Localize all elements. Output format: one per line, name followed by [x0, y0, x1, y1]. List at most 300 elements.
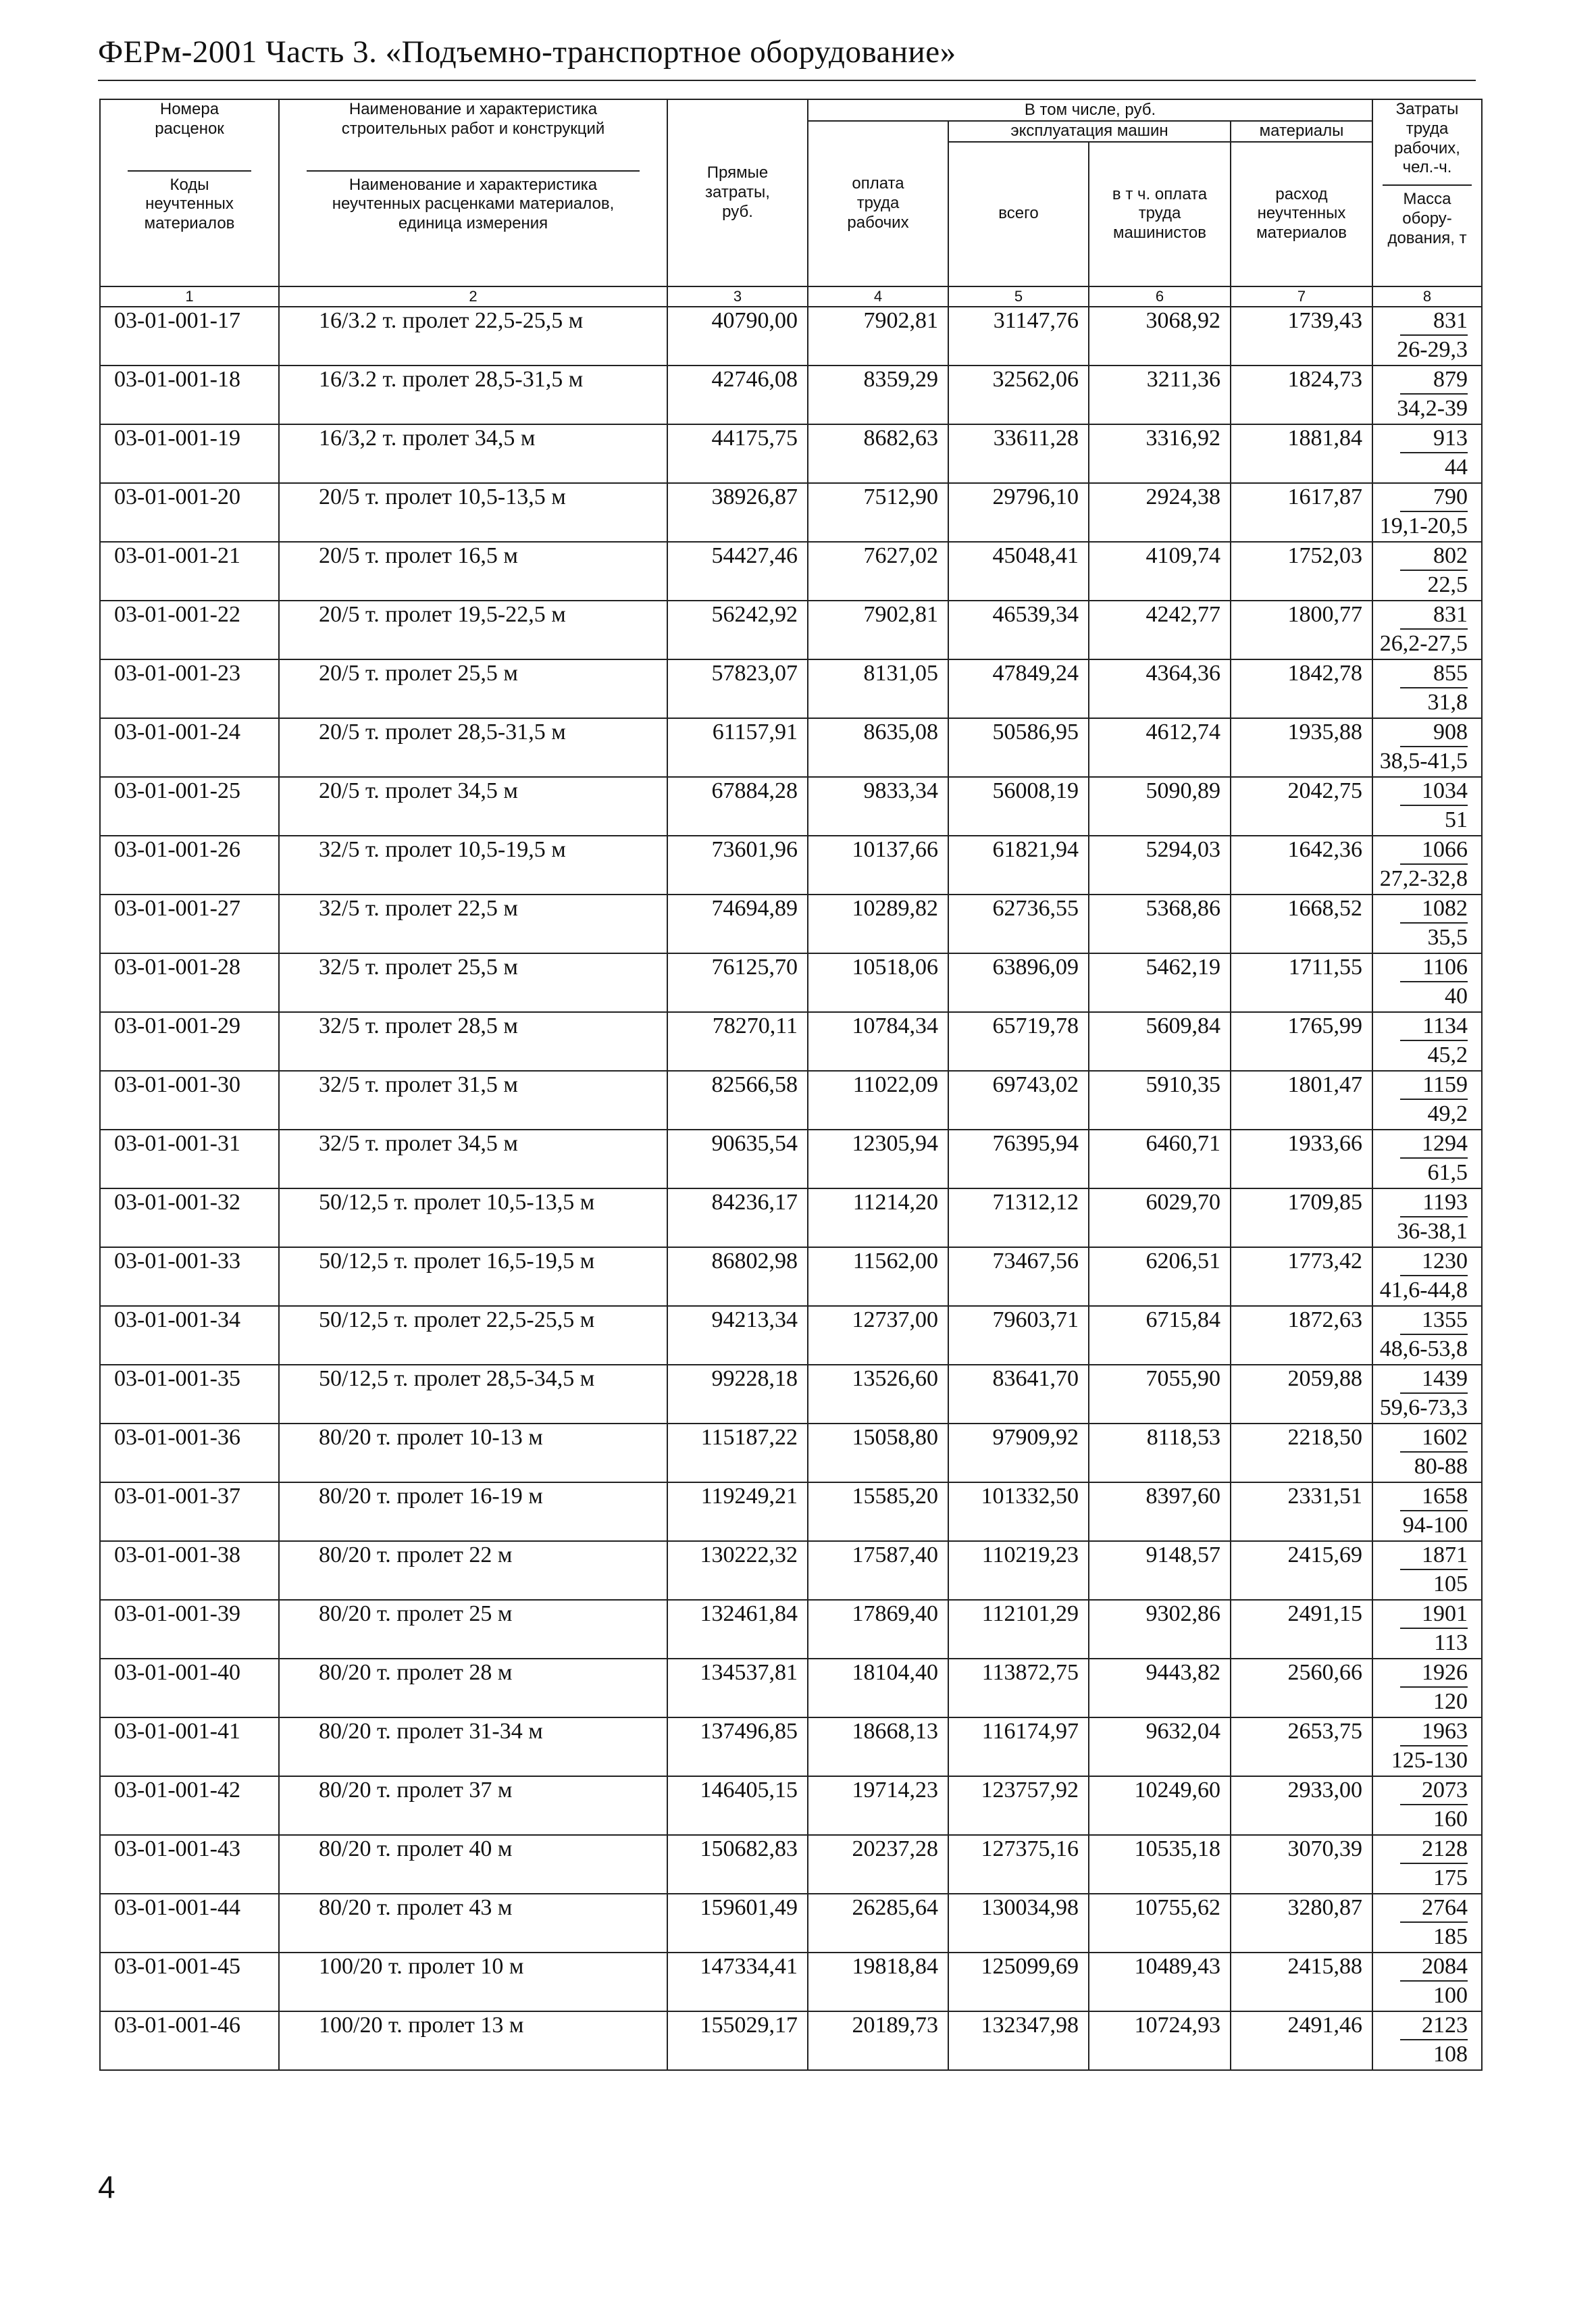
machines-total-cell: 63896,09 — [948, 953, 1089, 1012]
table-row — [100, 1365, 1482, 1424]
column-number: 3 — [667, 286, 808, 307]
labor-mass-cell — [1372, 1953, 1482, 2011]
labor-hours-value: 908 — [1400, 719, 1468, 747]
labor-pay-cell: 7902,81 — [808, 307, 948, 366]
rate-code-cell: 03-01-001-38 — [100, 1541, 279, 1600]
machines-total-cell: 73467,56 — [948, 1247, 1089, 1306]
labor-hours-value: 790 — [1400, 484, 1468, 512]
rate-code-cell: 03-01-001-23 — [100, 659, 279, 718]
rate-code-cell: 03-01-001-44 — [100, 1894, 279, 1953]
header-including: В том числе, руб. — [808, 99, 1372, 121]
equipment-mass-value: 125-130 — [1391, 1747, 1468, 1773]
table-row — [100, 1659, 1482, 1717]
labor-hours-value: 855 — [1400, 660, 1468, 688]
equipment-mass-value: 80-88 — [1414, 1453, 1468, 1479]
machines-total-cell: 33611,28 — [948, 424, 1089, 483]
materials-cell: 2653,75 — [1231, 1717, 1372, 1776]
machines-total-cell: 47849,24 — [948, 659, 1089, 718]
column-number-row — [100, 286, 1482, 307]
table-row — [100, 1012, 1482, 1071]
equipment-mass-value: 113 — [1434, 1630, 1468, 1655]
labor-pay-cell: 8131,05 — [808, 659, 948, 718]
labor-mass-cell — [1372, 1482, 1482, 1541]
rate-code-cell: 03-01-001-26 — [100, 836, 279, 895]
rate-code-cell: 03-01-001-25 — [100, 777, 279, 836]
header-machinist-pay: в т ч. оплата труда машинистов — [1089, 142, 1231, 286]
machines-total-cell: 29796,10 — [948, 483, 1089, 542]
work-name-cell: 50/12,5 т. пролет 22,5-25,5 м — [279, 1306, 667, 1365]
labor-pay-cell: 18668,13 — [808, 1717, 948, 1776]
materials-cell: 2560,66 — [1231, 1659, 1372, 1717]
labor-mass-cell — [1372, 1659, 1482, 1717]
rate-code-cell: 03-01-001-18 — [100, 366, 279, 424]
direct-costs-cell: 56242,92 — [667, 601, 808, 659]
table-row — [100, 1188, 1482, 1247]
rate-code-cell: 03-01-001-41 — [100, 1717, 279, 1776]
machines-total-cell: 71312,12 — [948, 1188, 1089, 1247]
equipment-mass-value: 38,5-41,5 — [1379, 748, 1468, 774]
direct-costs-cell: 54427,46 — [667, 542, 808, 601]
machines-total-cell: 65719,78 — [948, 1012, 1089, 1071]
direct-costs-cell: 40790,00 — [667, 307, 808, 366]
direct-costs-cell: 84236,17 — [667, 1188, 808, 1247]
labor-mass-cell — [1372, 1071, 1482, 1130]
machinist-pay-cell: 10724,93 — [1089, 2011, 1231, 2070]
direct-costs-cell: 146405,15 — [667, 1776, 808, 1835]
equipment-mass-value: 22,5 — [1427, 572, 1468, 597]
table-row — [100, 1953, 1482, 2011]
work-name-cell: 50/12,5 т. пролет 28,5-34,5 м — [279, 1365, 667, 1424]
materials-cell: 1739,43 — [1231, 307, 1372, 366]
equipment-mass-value: 36-38,1 — [1397, 1218, 1468, 1244]
machines-total-cell: 132347,98 — [948, 2011, 1089, 2070]
direct-costs-cell: 90635,54 — [667, 1130, 808, 1188]
work-name-cell: 20/5 т. пролет 16,5 м — [279, 542, 667, 601]
work-name-cell: 80/20 т. пролет 40 м — [279, 1835, 667, 1894]
table-row — [100, 601, 1482, 659]
labor-pay-cell: 20189,73 — [808, 2011, 948, 2070]
equipment-mass-value: 108 — [1433, 2041, 1468, 2067]
rate-code-cell: 03-01-001-40 — [100, 1659, 279, 1717]
equipment-mass-value: 45,2 — [1427, 1042, 1468, 1067]
equipment-mass-value: 51 — [1445, 807, 1468, 832]
labor-mass-cell — [1372, 659, 1482, 718]
labor-mass-cell — [1372, 1835, 1482, 1894]
rate-code-cell: 03-01-001-45 — [100, 1953, 279, 2011]
rate-code-cell: 03-01-001-32 — [100, 1188, 279, 1247]
labor-pay-cell: 8635,08 — [808, 718, 948, 777]
table-row — [100, 718, 1482, 777]
labor-hours-value: 1355 — [1400, 1307, 1468, 1335]
header-rate-numbers — [100, 99, 279, 286]
equipment-mass-value: 26,2-27,5 — [1379, 630, 1468, 656]
header-work-name — [279, 99, 667, 286]
header-labor-hours-label: Затраты труда рабочих, чел.-ч. — [1394, 100, 1460, 177]
labor-mass-cell — [1372, 366, 1482, 424]
column-number: 4 — [808, 286, 948, 307]
materials-cell: 1765,99 — [1231, 1012, 1372, 1071]
table-row — [100, 1424, 1482, 1482]
work-name-cell: 80/20 т. пролет 43 м — [279, 1894, 667, 1953]
header-direct-costs: Прямые затраты, руб. — [667, 99, 808, 286]
table-row — [100, 366, 1482, 424]
equipment-mass-value: 35,5 — [1427, 924, 1468, 950]
machines-total-cell: 113872,75 — [948, 1659, 1089, 1717]
labor-mass-cell — [1372, 1424, 1482, 1482]
materials-cell: 1800,77 — [1231, 601, 1372, 659]
materials-cell: 1617,87 — [1231, 483, 1372, 542]
labor-mass-cell — [1372, 2011, 1482, 2070]
labor-mass-cell — [1372, 1894, 1482, 1953]
rate-code-cell: 03-01-001-34 — [100, 1306, 279, 1365]
direct-costs-cell: 150682,83 — [667, 1835, 808, 1894]
machinist-pay-cell: 6460,71 — [1089, 1130, 1231, 1188]
equipment-mass-value: 19,1-20,5 — [1379, 513, 1468, 538]
work-name-cell: 50/12,5 т. пролет 16,5-19,5 м — [279, 1247, 667, 1306]
labor-pay-cell: 15585,20 — [808, 1482, 948, 1541]
rate-code-cell: 03-01-001-31 — [100, 1130, 279, 1188]
labor-hours-value: 1294 — [1400, 1130, 1468, 1159]
table-row — [100, 483, 1482, 542]
machinist-pay-cell: 4109,74 — [1089, 542, 1231, 601]
labor-pay-cell: 12737,00 — [808, 1306, 948, 1365]
direct-costs-cell: 94213,34 — [667, 1306, 808, 1365]
rate-code-cell: 03-01-001-28 — [100, 953, 279, 1012]
direct-costs-cell: 115187,22 — [667, 1424, 808, 1482]
materials-cell: 1773,42 — [1231, 1247, 1372, 1306]
materials-cell: 2218,50 — [1231, 1424, 1372, 1482]
header-work-name-label: Наименование и характеристика строительных работ и конструкций — [341, 100, 605, 138]
rate-code-cell: 03-01-001-20 — [100, 483, 279, 542]
machinist-pay-cell: 10249,60 — [1089, 1776, 1231, 1835]
work-name-cell: 16/3.2 т. пролет 22,5-25,5 м — [279, 307, 667, 366]
column-number: 6 — [1089, 286, 1231, 307]
rate-code-cell: 03-01-001-29 — [100, 1012, 279, 1071]
labor-hours-value: 1193 — [1400, 1189, 1468, 1217]
work-name-cell: 100/20 т. пролет 13 м — [279, 2011, 667, 2070]
page-number: 4 — [98, 2169, 115, 2205]
labor-hours-value: 1871 — [1400, 1542, 1468, 1570]
table-row — [100, 1600, 1482, 1659]
column-number: 1 — [100, 286, 279, 307]
rate-code-cell: 03-01-001-19 — [100, 424, 279, 483]
labor-mass-cell — [1372, 1365, 1482, 1424]
labor-hours-value: 802 — [1400, 543, 1468, 571]
column-number: 5 — [948, 286, 1089, 307]
equipment-mass-value: 120 — [1433, 1688, 1468, 1714]
page-title: ФЕРм-2001 Часть 3. «Подъемно-транспортное оборудование» — [98, 34, 956, 70]
machinist-pay-cell: 7055,90 — [1089, 1365, 1231, 1424]
work-name-cell: 80/20 т. пролет 10-13 м — [279, 1424, 667, 1482]
header-material-codes-label: Коды неучтенных материалов — [128, 170, 251, 234]
machinist-pay-cell: 10489,43 — [1089, 1953, 1231, 2011]
machines-total-cell: 79603,71 — [948, 1306, 1089, 1365]
work-name-cell: 32/5 т. пролет 22,5 м — [279, 895, 667, 953]
labor-mass-cell — [1372, 895, 1482, 953]
machinist-pay-cell: 5609,84 — [1089, 1012, 1231, 1071]
materials-cell: 1711,55 — [1231, 953, 1372, 1012]
labor-pay-cell: 17587,40 — [808, 1541, 948, 1600]
machinist-pay-cell: 10535,18 — [1089, 1835, 1231, 1894]
machinist-pay-cell: 5910,35 — [1089, 1071, 1231, 1130]
labor-pay-cell: 18104,40 — [808, 1659, 948, 1717]
materials-cell: 1824,73 — [1231, 366, 1372, 424]
labor-pay-cell: 15058,80 — [808, 1424, 948, 1482]
labor-pay-cell: 8682,63 — [808, 424, 948, 483]
machinist-pay-cell: 4364,36 — [1089, 659, 1231, 718]
machinist-pay-cell: 8397,60 — [1089, 1482, 1231, 1541]
labor-hours-value: 831 — [1400, 601, 1468, 630]
labor-hours-value: 1066 — [1400, 836, 1468, 865]
equipment-mass-value: 61,5 — [1427, 1159, 1468, 1185]
labor-mass-cell — [1372, 1306, 1482, 1365]
direct-costs-cell: 76125,70 — [667, 953, 808, 1012]
materials-cell: 1642,36 — [1231, 836, 1372, 895]
labor-mass-cell — [1372, 1717, 1482, 1776]
equipment-mass-value: 44 — [1445, 454, 1468, 480]
materials-cell: 1881,84 — [1231, 424, 1372, 483]
labor-pay-cell: 13526,60 — [808, 1365, 948, 1424]
labor-mass-cell — [1372, 718, 1482, 777]
direct-costs-cell: 137496,85 — [667, 1717, 808, 1776]
labor-hours-value: 1658 — [1400, 1483, 1468, 1511]
labor-hours-value: 1034 — [1400, 778, 1468, 806]
work-name-cell: 20/5 т. пролет 25,5 м — [279, 659, 667, 718]
direct-costs-cell: 44175,75 — [667, 424, 808, 483]
work-name-cell: 100/20 т. пролет 10 м — [279, 1953, 667, 2011]
direct-costs-cell: 134537,81 — [667, 1659, 808, 1717]
labor-pay-cell: 10289,82 — [808, 895, 948, 953]
equipment-mass-value: 94-100 — [1402, 1512, 1468, 1538]
table-row — [100, 1835, 1482, 1894]
labor-pay-cell: 10518,06 — [808, 953, 948, 1012]
materials-cell: 2331,51 — [1231, 1482, 1372, 1541]
work-name-cell: 80/20 т. пролет 28 м — [279, 1659, 667, 1717]
title-rule — [98, 80, 1476, 81]
machines-total-cell: 125099,69 — [948, 1953, 1089, 2011]
machines-total-cell: 112101,29 — [948, 1600, 1089, 1659]
work-name-cell: 20/5 т. пролет 10,5-13,5 м — [279, 483, 667, 542]
materials-cell: 2933,00 — [1231, 1776, 1372, 1835]
equipment-mass-value: 49,2 — [1427, 1101, 1468, 1126]
materials-cell: 2042,75 — [1231, 777, 1372, 836]
header-materials: материалы — [1231, 121, 1372, 142]
equipment-mass-value: 34,2-39 — [1397, 395, 1468, 421]
labor-pay-cell: 11022,09 — [808, 1071, 948, 1130]
machines-total-cell: 83641,70 — [948, 1365, 1089, 1424]
machines-total-cell: 76395,94 — [948, 1130, 1089, 1188]
machines-total-cell: 56008,19 — [948, 777, 1089, 836]
machinist-pay-cell: 6206,51 — [1089, 1247, 1231, 1306]
table-row — [100, 659, 1482, 718]
equipment-mass-value: 40 — [1445, 983, 1468, 1009]
machinist-pay-cell: 9632,04 — [1089, 1717, 1231, 1776]
labor-hours-value: 2128 — [1400, 1836, 1468, 1864]
header-labor-pay: оплата труда рабочих — [808, 121, 948, 286]
table-row — [100, 1541, 1482, 1600]
equipment-mass-value: 31,8 — [1427, 689, 1468, 715]
header-equipment-mass-label: Масса обору-дования, т — [1383, 184, 1472, 248]
materials-cell: 2415,88 — [1231, 1953, 1372, 2011]
labor-hours-value: 1926 — [1400, 1659, 1468, 1688]
rate-code-cell: 03-01-001-33 — [100, 1247, 279, 1306]
table-row — [100, 953, 1482, 1012]
labor-hours-value: 2073 — [1400, 1777, 1468, 1805]
labor-mass-cell — [1372, 1188, 1482, 1247]
labor-pay-cell: 11214,20 — [808, 1188, 948, 1247]
direct-costs-cell: 99228,18 — [667, 1365, 808, 1424]
table-row — [100, 1130, 1482, 1188]
work-name-cell: 16/3,2 т. пролет 34,5 м — [279, 424, 667, 483]
work-name-cell: 20/5 т. пролет 34,5 м — [279, 777, 667, 836]
materials-cell: 1801,47 — [1231, 1071, 1372, 1130]
materials-cell: 2415,69 — [1231, 1541, 1372, 1600]
labor-pay-cell: 12305,94 — [808, 1130, 948, 1188]
header-rate-number-label: Номера расценок — [155, 100, 224, 138]
labor-mass-cell — [1372, 953, 1482, 1012]
work-name-cell: 32/5 т. пролет 31,5 м — [279, 1071, 667, 1130]
machines-total-cell: 32562,06 — [948, 366, 1089, 424]
labor-hours-value: 1082 — [1400, 895, 1468, 924]
materials-cell: 1842,78 — [1231, 659, 1372, 718]
machinist-pay-cell: 8118,53 — [1089, 1424, 1231, 1482]
machines-total-cell: 45048,41 — [948, 542, 1089, 601]
table-row — [100, 2011, 1482, 2070]
labor-mass-cell — [1372, 1130, 1482, 1188]
table-row — [100, 307, 1482, 366]
machines-total-cell: 61821,94 — [948, 836, 1089, 895]
materials-cell: 3070,39 — [1231, 1835, 1372, 1894]
work-name-cell: 32/5 т. пролет 28,5 м — [279, 1012, 667, 1071]
direct-costs-cell: 67884,28 — [667, 777, 808, 836]
labor-hours-value: 879 — [1400, 366, 1468, 395]
machinist-pay-cell: 5462,19 — [1089, 953, 1231, 1012]
work-name-cell: 20/5 т. пролет 28,5-31,5 м — [279, 718, 667, 777]
labor-mass-cell — [1372, 542, 1482, 601]
table-row — [100, 1071, 1482, 1130]
rate-code-cell: 03-01-001-17 — [100, 307, 279, 366]
labor-mass-cell — [1372, 424, 1482, 483]
machinist-pay-cell: 4612,74 — [1089, 718, 1231, 777]
header-material-name-label: Наименование и характеристика неучтенных расценками материалов, единица измерения — [307, 170, 640, 234]
labor-hours-value: 1106 — [1400, 954, 1468, 982]
table-row — [100, 1776, 1482, 1835]
labor-hours-value: 1602 — [1400, 1424, 1468, 1453]
machinist-pay-cell: 3211,36 — [1089, 366, 1231, 424]
machinist-pay-cell: 2924,38 — [1089, 483, 1231, 542]
materials-cell: 1752,03 — [1231, 542, 1372, 601]
labor-hours-value: 1439 — [1400, 1365, 1468, 1394]
equipment-mass-value: 100 — [1433, 1982, 1468, 2008]
labor-hours-value: 1159 — [1400, 1072, 1468, 1100]
table-row — [100, 836, 1482, 895]
table-row — [100, 424, 1482, 483]
machines-total-cell: 130034,98 — [948, 1894, 1089, 1953]
rate-code-cell: 03-01-001-46 — [100, 2011, 279, 2070]
labor-mass-cell — [1372, 777, 1482, 836]
column-number: 7 — [1231, 286, 1372, 307]
labor-hours-value: 1963 — [1400, 1718, 1468, 1746]
machinist-pay-cell: 3068,92 — [1089, 307, 1231, 366]
equipment-mass-value: 59,6-73,3 — [1379, 1394, 1468, 1420]
machines-total-cell: 46539,34 — [948, 601, 1089, 659]
materials-cell: 3280,87 — [1231, 1894, 1372, 1953]
work-name-cell: 80/20 т. пролет 22 м — [279, 1541, 667, 1600]
column-number: 8 — [1372, 286, 1482, 307]
materials-cell: 2059,88 — [1231, 1365, 1372, 1424]
labor-mass-cell — [1372, 307, 1482, 366]
labor-hours-value: 913 — [1400, 425, 1468, 453]
direct-costs-cell: 61157,91 — [667, 718, 808, 777]
direct-costs-cell: 82566,58 — [667, 1071, 808, 1130]
materials-cell: 1935,88 — [1231, 718, 1372, 777]
labor-hours-value: 2764 — [1400, 1894, 1468, 1923]
labor-pay-cell: 19714,23 — [808, 1776, 948, 1835]
labor-pay-cell: 9833,34 — [808, 777, 948, 836]
labor-mass-cell — [1372, 1247, 1482, 1306]
equipment-mass-value: 175 — [1433, 1865, 1468, 1890]
machines-total-cell: 69743,02 — [948, 1071, 1089, 1130]
direct-costs-cell: 73601,96 — [667, 836, 808, 895]
table-body — [100, 307, 1482, 2070]
materials-cell: 1709,85 — [1231, 1188, 1372, 1247]
work-name-cell: 80/20 т. пролет 16-19 м — [279, 1482, 667, 1541]
machinist-pay-cell: 5090,89 — [1089, 777, 1231, 836]
machines-total-cell: 31147,76 — [948, 307, 1089, 366]
table-row — [100, 542, 1482, 601]
labor-pay-cell: 17869,40 — [808, 1600, 948, 1659]
labor-pay-cell: 7512,90 — [808, 483, 948, 542]
labor-mass-cell — [1372, 1776, 1482, 1835]
work-name-cell: 16/3.2 т. пролет 28,5-31,5 м — [279, 366, 667, 424]
labor-mass-cell — [1372, 483, 1482, 542]
rate-code-cell: 03-01-001-22 — [100, 601, 279, 659]
labor-pay-cell: 11562,00 — [808, 1247, 948, 1306]
materials-cell: 1872,63 — [1231, 1306, 1372, 1365]
labor-pay-cell: 10137,66 — [808, 836, 948, 895]
equipment-mass-value: 27,2-32,8 — [1379, 865, 1468, 891]
work-name-cell: 80/20 т. пролет 31-34 м — [279, 1717, 667, 1776]
labor-mass-cell — [1372, 836, 1482, 895]
equipment-mass-value: 26-29,3 — [1397, 336, 1468, 362]
labor-hours-value: 1901 — [1400, 1601, 1468, 1629]
machinist-pay-cell: 6029,70 — [1089, 1188, 1231, 1247]
machines-total-cell: 110219,23 — [948, 1541, 1089, 1600]
header-materials-use: расход неучтенных материалов — [1231, 142, 1372, 286]
equipment-mass-value: 185 — [1433, 1923, 1468, 1949]
equipment-mass-value: 48,6-53,8 — [1379, 1336, 1468, 1361]
direct-costs-cell: 130222,32 — [667, 1541, 808, 1600]
machinist-pay-cell: 4242,77 — [1089, 601, 1231, 659]
table-header — [100, 99, 1482, 307]
labor-pay-cell: 8359,29 — [808, 366, 948, 424]
work-name-cell: 80/20 т. пролет 25 м — [279, 1600, 667, 1659]
direct-costs-cell: 38926,87 — [667, 483, 808, 542]
machinist-pay-cell: 5294,03 — [1089, 836, 1231, 895]
table-row — [100, 1894, 1482, 1953]
work-name-cell: 50/12,5 т. пролет 10,5-13,5 м — [279, 1188, 667, 1247]
column-number: 2 — [279, 286, 667, 307]
machinist-pay-cell: 10755,62 — [1089, 1894, 1231, 1953]
table-row — [100, 1482, 1482, 1541]
rate-code-cell: 03-01-001-39 — [100, 1600, 279, 1659]
machinist-pay-cell: 3316,92 — [1089, 424, 1231, 483]
table-row — [100, 895, 1482, 953]
machinist-pay-cell: 6715,84 — [1089, 1306, 1231, 1365]
equipment-mass-value: 41,6-44,8 — [1379, 1277, 1468, 1303]
direct-costs-cell: 57823,07 — [667, 659, 808, 718]
equipment-mass-value: 105 — [1433, 1571, 1468, 1596]
